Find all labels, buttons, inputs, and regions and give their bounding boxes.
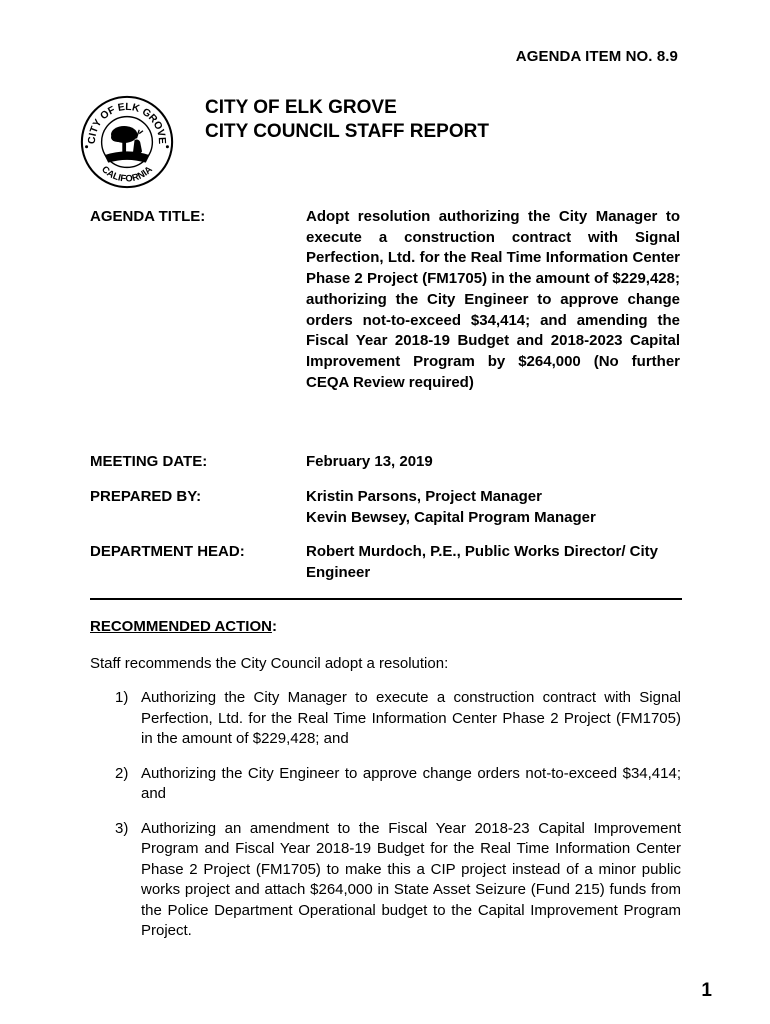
list-item-text: Authorizing the City Manager to execute a construction contract with Signal Perfection, Ltd. for the Real Time Information Center Phase 2 Project (FM1705) in the amount of $229,428; and [141, 689, 681, 747]
preparer-name: Kristin Parsons, Project Manager [306, 488, 542, 505]
svg-text:CALIFORNIA: CALIFORNIA [99, 163, 155, 184]
city-seal-logo [80, 95, 174, 189]
meeting-date-row [90, 452, 680, 473]
recommended-action-list [115, 688, 681, 956]
prepared-by-row [90, 487, 680, 528]
prepared-by-label: PREPARED BY: [90, 488, 202, 505]
org-name: CITY OF ELK GROVE [205, 97, 397, 118]
svg-text:CITY OF ELK GROVE: CITY OF ELK GROVE [86, 101, 168, 145]
recommendation-intro: Staff recommends the City Council adopt a resolution: [90, 655, 449, 672]
list-item [115, 764, 681, 805]
section-divider [90, 598, 682, 600]
department-head-label: DEPARTMENT HEAD: [90, 543, 245, 560]
department-head-value: Robert Murdoch, P.E., Public Works Director/ City Engineer [306, 543, 659, 581]
meeting-date-label: MEETING DATE: [90, 453, 208, 470]
preparer-name: Kevin Bewsey, Capital Program Manager [306, 508, 596, 526]
list-item-text: Authorizing an amendment to the Fiscal Year 2018-23 Capital Improvement Program and Fiscal Year 2018-19 Budget for the Real Time Information Center Phase 2 Project (FM1705) to make this a CIP project instead of a minor public works project and attach $264,000 in State Asset Seizure (Fund 215) funds from the Police Department Operational budget to the Capital Improvement Program Project. [141, 819, 681, 939]
agenda-title-value: Adopt resolution authorizing the City Manager to execute a construction contract with Signal Perfection, Ltd. for the Real Time Information Center Phase 2 Project (FM1705) in the amount of $229,428; authorizing the City Engineer to approve change orders not-to-exceed $34,414; and amending the Fiscal Year 2018-19 Budget and 2018-2023 Capital Improvement Program by $264,000 (No further CEQA Review required) [306, 208, 680, 391]
recommended-action-heading [90, 618, 277, 635]
prepared-by-value [306, 487, 680, 528]
agenda-title-label: AGENDA TITLE: [90, 208, 206, 225]
list-item [115, 819, 681, 942]
page-number: 1 [701, 980, 712, 1001]
list-item [115, 688, 681, 750]
list-item-number: 1) [115, 689, 129, 706]
recommended-action-title: RECOMMENDED ACTION [90, 618, 272, 635]
list-item-text: Authorizing the City Engineer to approve change orders not-to-exceed $34,414; and [141, 764, 681, 802]
heading-colon: : [271, 618, 277, 635]
agenda-item-number: AGENDA ITEM NO. 8.9 [515, 48, 678, 65]
meeting-date-value: February 13, 2019 [306, 453, 433, 470]
list-item-number: 3) [115, 819, 129, 837]
report-type: CITY COUNCIL STAFF REPORT [205, 121, 489, 142]
agenda-title-row [90, 207, 680, 393]
report-heading [205, 96, 489, 144]
list-item-number: 2) [115, 764, 129, 782]
department-head-row [90, 542, 680, 583]
